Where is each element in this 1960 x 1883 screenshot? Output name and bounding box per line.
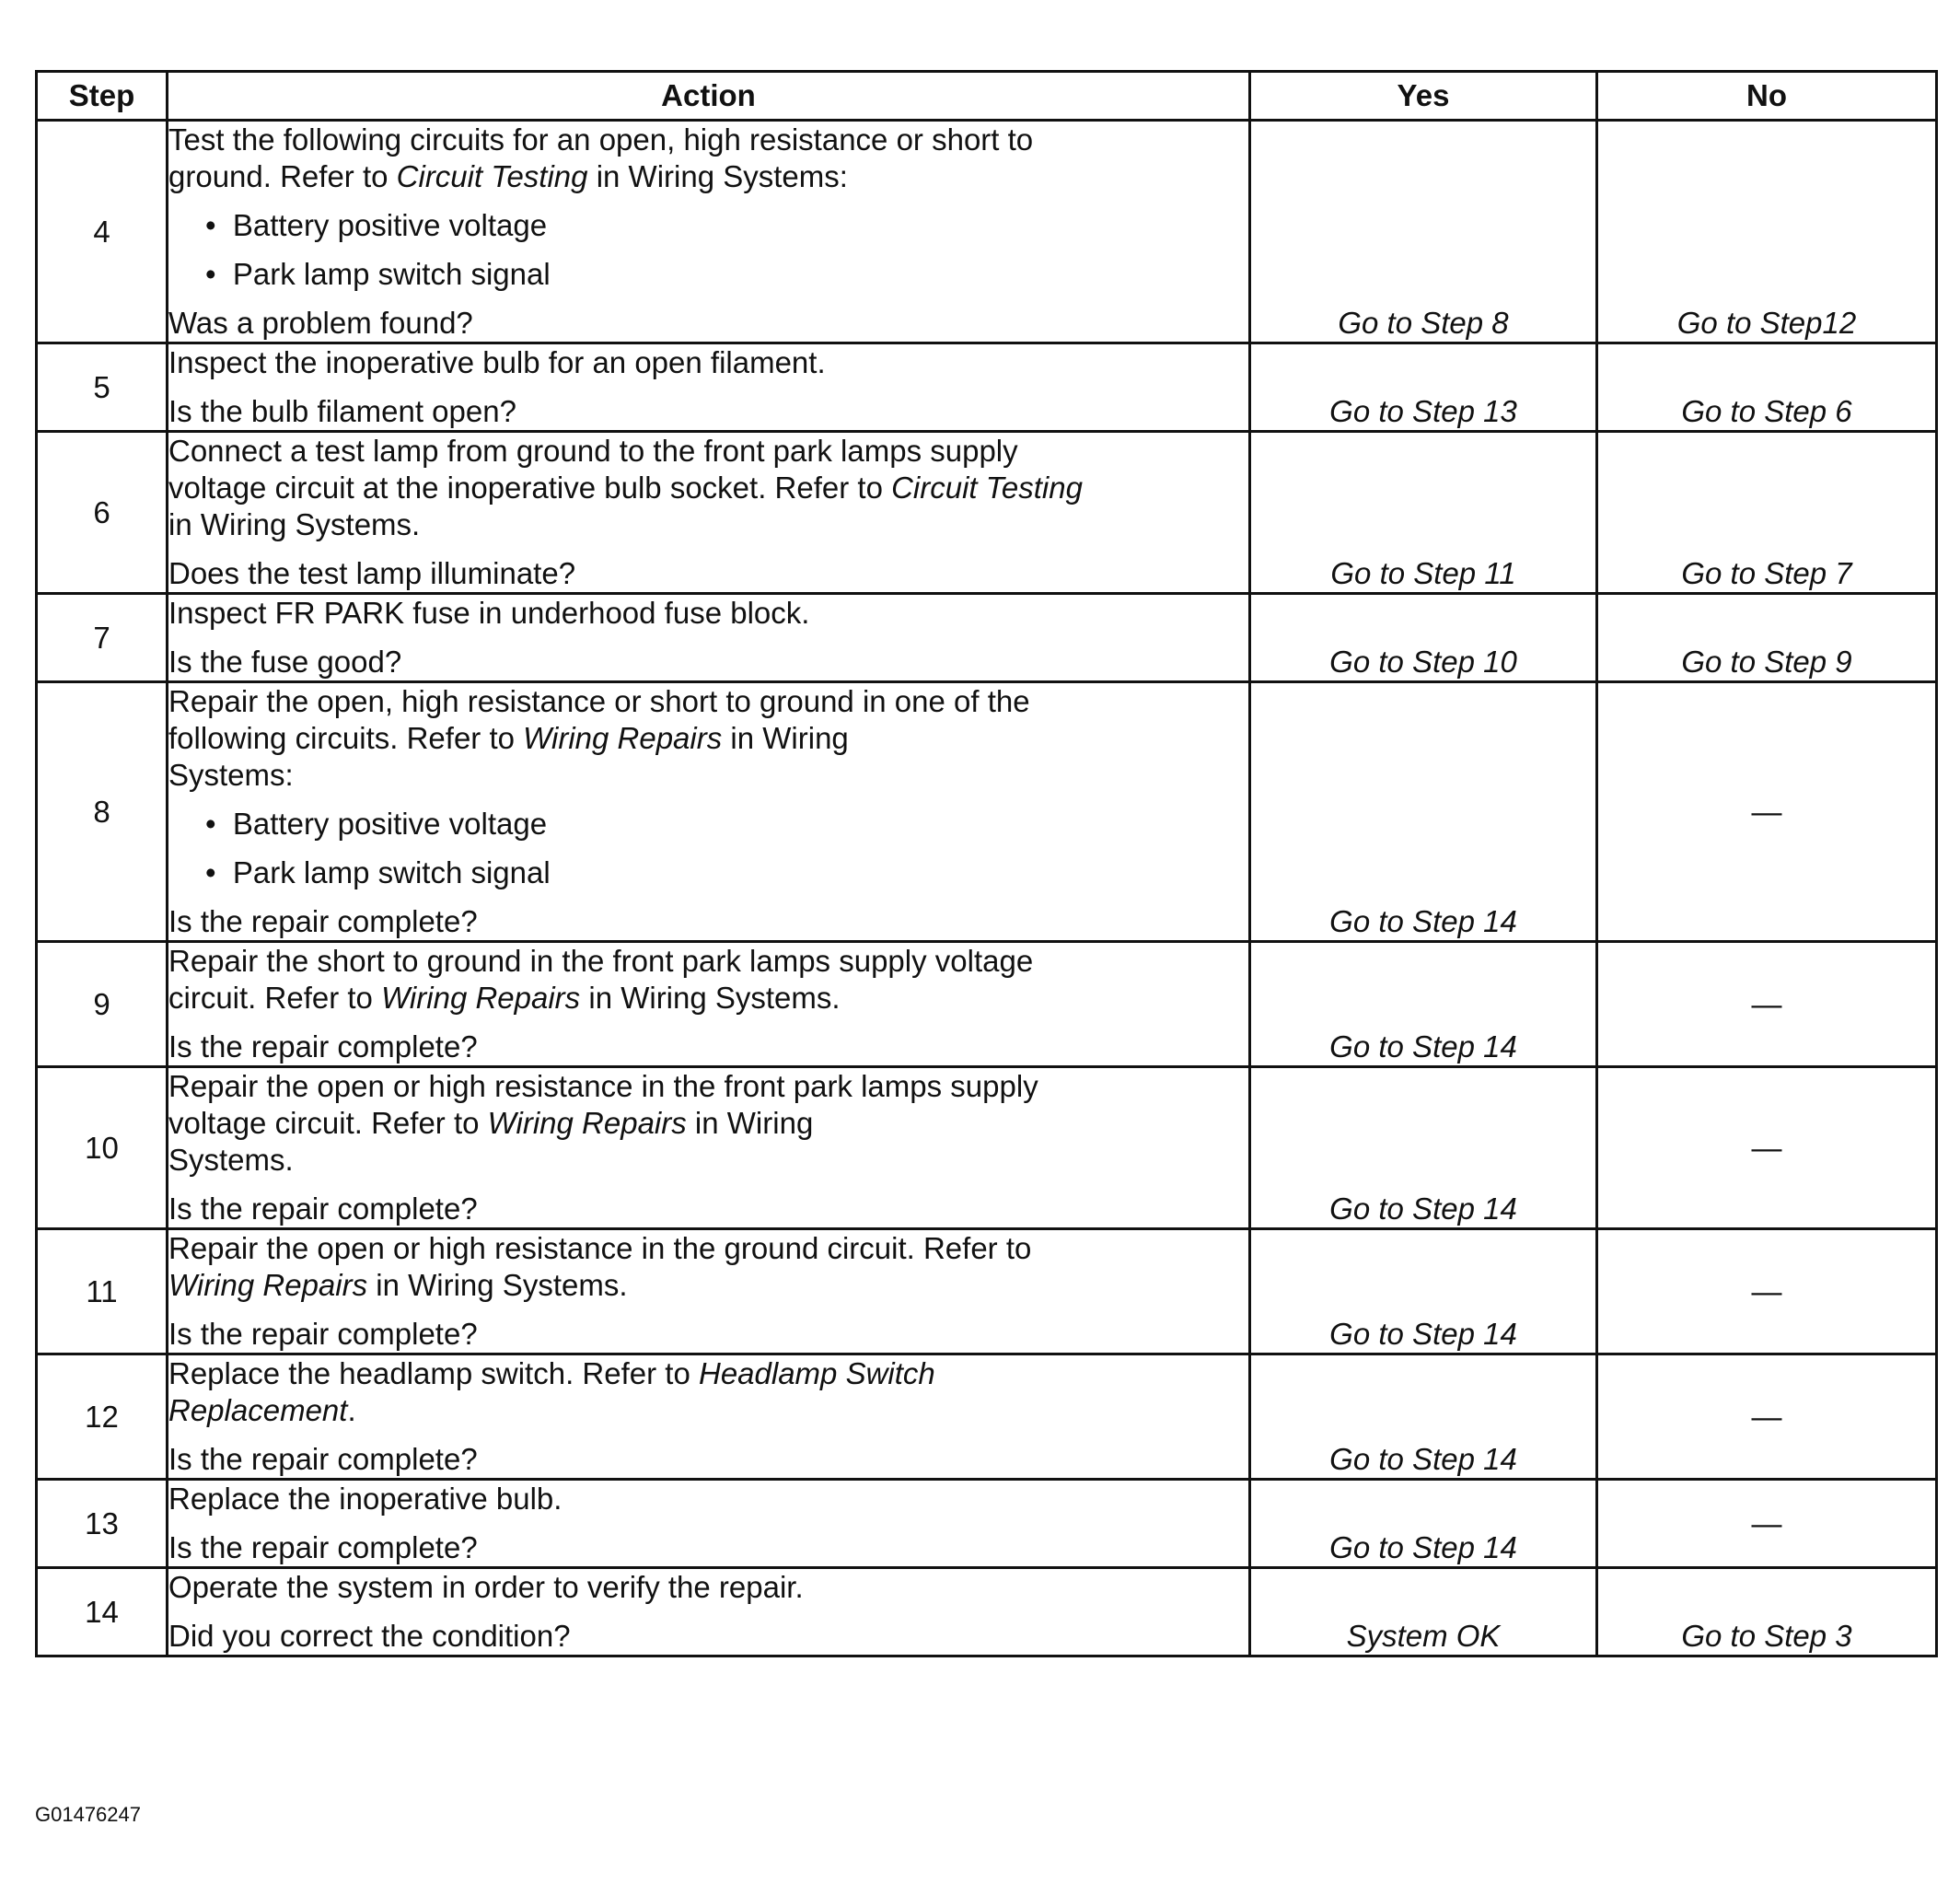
action-text: Replace the inoperative bulb. [168, 1482, 562, 1516]
bullet-item [168, 854, 1248, 891]
action-line [168, 470, 1248, 506]
action-text: in Wiring Systems: [587, 159, 848, 193]
action-text: Repair the open or high resistance in the ground circuit. Refer to [168, 1231, 1032, 1265]
no-result: Go to Step 9 [1597, 594, 1937, 682]
reference-text: Wiring Repairs [523, 721, 723, 755]
action-text: Systems: [168, 758, 294, 792]
table-row [37, 1568, 1937, 1656]
question-text: Is the repair complete? [168, 1191, 478, 1226]
bullet-text: Park lamp switch signal [232, 257, 551, 291]
yes-result: Go to Step 14 [1250, 942, 1597, 1067]
yes-result: Go to Step 14 [1250, 1229, 1597, 1354]
step-number: 12 [37, 1354, 168, 1480]
action-text: Systems. [168, 1143, 294, 1177]
yes-result: Go to Step 8 [1250, 121, 1597, 343]
bullet-item [168, 207, 1248, 244]
step-number: 14 [37, 1568, 168, 1656]
reference-text: Headlamp Switch [698, 1356, 935, 1390]
action-line [168, 1267, 1248, 1304]
action-line [168, 1068, 1248, 1105]
header-step: Step [37, 72, 168, 121]
action-text: in Wiring [686, 1106, 814, 1140]
action-text: voltage circuit at the inoperative bulb socket. Refer to [168, 471, 892, 505]
action-cell [168, 682, 1250, 942]
bullet-icon: • [205, 208, 233, 242]
action-text: ground. Refer to [168, 159, 397, 193]
table-row [37, 594, 1937, 682]
yes-result: Go to Step 14 [1250, 1067, 1597, 1229]
bullet-icon: • [205, 855, 233, 889]
no-result: Go to Step 7 [1597, 432, 1937, 594]
action-cell [168, 594, 1250, 682]
action-line [168, 1142, 1248, 1179]
question-text: Is the bulb filament open? [168, 394, 516, 428]
no-result: — [1597, 1229, 1937, 1354]
action-text: Test the following circuits for an open, high resistance or short to [168, 122, 1034, 157]
table-row [37, 432, 1937, 594]
table-body [37, 121, 1937, 1656]
no-result: — [1597, 1480, 1937, 1568]
action-text: in Wiring Systems. [580, 981, 841, 1015]
step-number: 5 [37, 343, 168, 432]
action-cell [168, 1229, 1250, 1354]
step-number: 7 [37, 594, 168, 682]
header-yes: Yes [1250, 72, 1597, 121]
action-cell [168, 1480, 1250, 1568]
action-text: Repair the open, high resistance or short to ground in one of the [168, 684, 1030, 718]
action-cell [168, 432, 1250, 594]
no-result: — [1597, 682, 1937, 942]
question-text: Is the fuse good? [168, 645, 402, 679]
reference-text: Replacement [168, 1393, 348, 1427]
action-cell [168, 1354, 1250, 1480]
action-line [168, 943, 1248, 980]
reference-text: Wiring Repairs [168, 1268, 368, 1302]
step-number: 9 [37, 942, 168, 1067]
table-row [37, 682, 1937, 942]
action-text: Inspect FR PARK fuse in underhood fuse block. [168, 596, 810, 630]
action-text: circuit. Refer to [168, 981, 382, 1015]
bullet-icon: • [205, 257, 233, 291]
action-line [168, 1355, 1248, 1392]
action-line [168, 433, 1248, 470]
action-line [168, 158, 1248, 195]
yes-result: Go to Step 14 [1250, 1354, 1597, 1480]
action-text: Repair the open or high resistance in the front park lamps supply [168, 1069, 1038, 1103]
action-text: in Wiring Systems. [367, 1268, 628, 1302]
question-text: Is the repair complete? [168, 904, 478, 938]
step-number: 13 [37, 1480, 168, 1568]
action-line [168, 1230, 1248, 1267]
table-row [37, 1480, 1937, 1568]
action-cell [168, 1568, 1250, 1656]
header-action: Action [168, 72, 1250, 121]
action-line [168, 683, 1248, 720]
header-row [37, 72, 1937, 121]
action-text: following circuits. Refer to [168, 721, 524, 755]
action-line [168, 595, 1248, 632]
action-line [168, 1105, 1248, 1142]
action-cell [168, 1067, 1250, 1229]
reference-text: Circuit Testing [891, 471, 1083, 505]
bullet-icon: • [205, 807, 233, 841]
action-cell [168, 343, 1250, 432]
question-text: Did you correct the condition? [168, 1619, 571, 1653]
question-text: Was a problem found? [168, 306, 473, 340]
action-text: in Wiring [722, 721, 849, 755]
step-number: 10 [37, 1067, 168, 1229]
question-text: Is the repair complete? [168, 1317, 478, 1351]
action-text: Repair the short to ground in the front park lamps supply voltage [168, 944, 1034, 978]
table-row [37, 1067, 1937, 1229]
action-line [168, 506, 1248, 543]
step-number: 8 [37, 682, 168, 942]
action-line [168, 720, 1248, 757]
no-result: Go to Step 3 [1597, 1568, 1937, 1656]
yes-result: Go to Step 10 [1250, 594, 1597, 682]
bullet-text: Park lamp switch signal [232, 855, 551, 889]
action-text: Inspect the inoperative bulb for an open filament. [168, 345, 826, 379]
table-row [37, 942, 1937, 1067]
yes-result: Go to Step 14 [1250, 682, 1597, 942]
no-result: — [1597, 1354, 1937, 1480]
question-text: Is the repair complete? [168, 1442, 478, 1476]
question-text: Is the repair complete? [168, 1029, 478, 1064]
reference-text: Wiring Repairs [487, 1106, 687, 1140]
yes-result: Go to Step 14 [1250, 1480, 1597, 1568]
action-text: Connect a test lamp from ground to the front park lamps supply [168, 434, 1018, 468]
table-row [37, 1354, 1937, 1480]
reference-text: Wiring Repairs [381, 981, 581, 1015]
action-line [168, 980, 1248, 1017]
action-line [168, 757, 1248, 794]
action-text: voltage circuit. Refer to [168, 1106, 488, 1140]
action-text: in Wiring Systems. [168, 507, 421, 541]
table-row [37, 343, 1937, 432]
question-text: Is the repair complete? [168, 1530, 478, 1564]
no-result: — [1597, 1067, 1937, 1229]
bullet-item [168, 256, 1248, 293]
bullet-item [168, 806, 1248, 843]
diagnostic-table [35, 70, 1938, 1657]
bullet-text: Battery positive voltage [232, 208, 548, 242]
yes-result: System OK [1250, 1568, 1597, 1656]
action-line [168, 1481, 1248, 1517]
question-text: Does the test lamp illuminate? [168, 556, 576, 590]
step-number: 4 [37, 121, 168, 343]
action-text: . [347, 1393, 356, 1427]
action-cell [168, 121, 1250, 343]
no-result: Go to Step 6 [1597, 343, 1937, 432]
action-line [168, 1392, 1248, 1429]
action-line [168, 1569, 1248, 1606]
no-result: Go to Step12 [1597, 121, 1937, 343]
no-result: — [1597, 942, 1937, 1067]
step-number: 11 [37, 1229, 168, 1354]
action-cell [168, 942, 1250, 1067]
figure-id: G01476247 [35, 1803, 141, 1826]
table-row [37, 1229, 1937, 1354]
header-no: No [1597, 72, 1937, 121]
action-text: Operate the system in order to verify the repair. [168, 1570, 804, 1604]
yes-result: Go to Step 13 [1250, 343, 1597, 432]
bullet-text: Battery positive voltage [232, 807, 548, 841]
action-text: Replace the headlamp switch. Refer to [168, 1356, 699, 1390]
action-line [168, 122, 1248, 158]
yes-result: Go to Step 11 [1250, 432, 1597, 594]
reference-text: Circuit Testing [396, 159, 588, 193]
step-number: 6 [37, 432, 168, 594]
action-line [168, 344, 1248, 381]
table-row [37, 121, 1937, 343]
